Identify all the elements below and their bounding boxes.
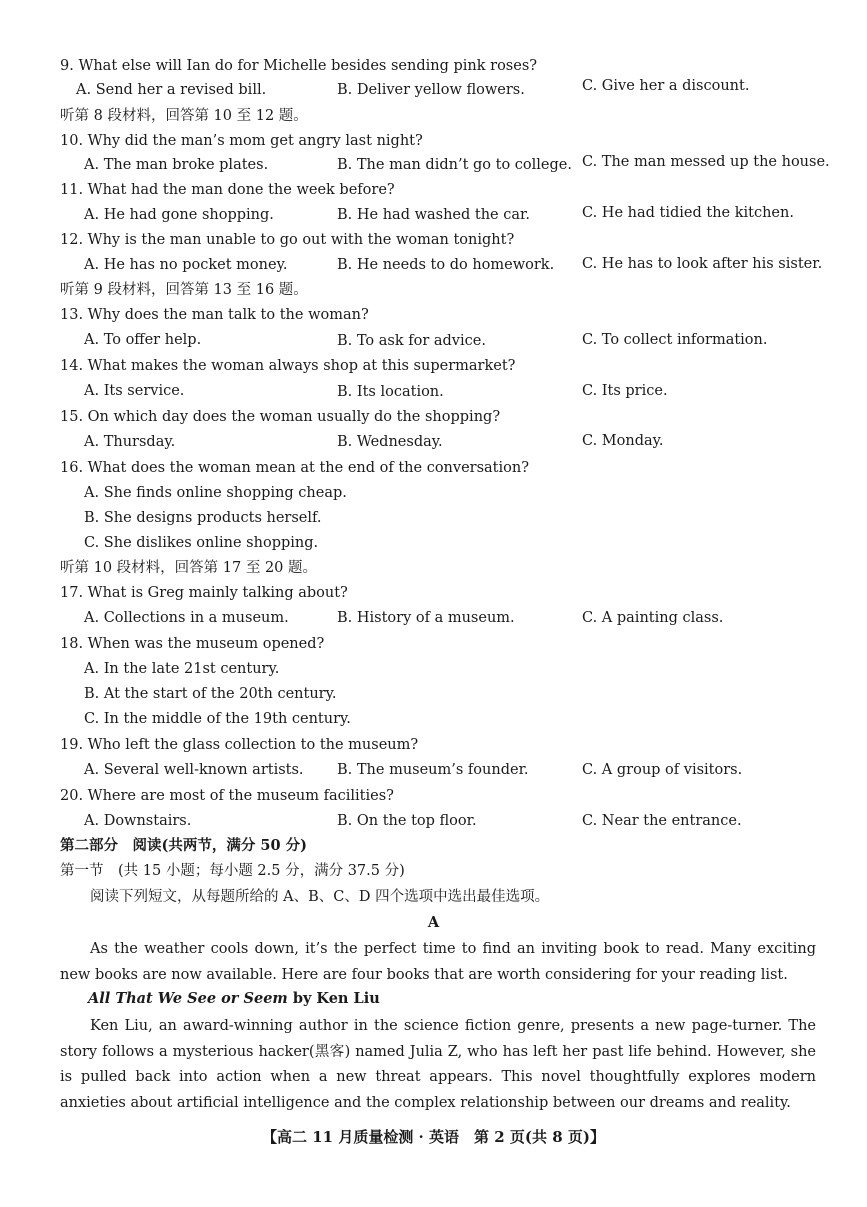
q13-option-a: A. To offer help. <box>84 332 202 348</box>
question-12: 12. Why is the man unable to go out with the woman tonight? <box>60 232 515 248</box>
q9-option-c: C. Give her a discount. <box>582 78 750 94</box>
q16-option-a: A. She finds online shopping cheap. <box>84 485 347 501</box>
q16-option-c: C. She dislikes online shopping. <box>84 535 319 551</box>
q10-option-a: A. The man broke plates. <box>84 157 269 173</box>
q9-option-b: B. Deliver yellow flowers. <box>337 82 525 98</box>
section-10-heading: 听第 10 段材料，回答第 17 至 20 题。 <box>60 560 318 576</box>
q12-option-a: A. He has no pocket money. <box>84 257 288 273</box>
passage-intro <box>60 937 816 988</box>
q17-option-c: C. A painting class. <box>582 610 724 626</box>
q18-option-b: B. At the start of the 20th century. <box>84 686 337 702</box>
q17-option-a: A. Collections in a museum. <box>84 610 289 626</box>
book-1-author: by Ken Liu <box>287 990 380 1007</box>
reading-instructions: 阅读下列短文，从每题所给的 A、B、C、D 四个选项中选出最佳选项。 <box>90 889 550 905</box>
q14-option-a: A. Its service. <box>84 383 185 399</box>
book-1-title: All That We See or Seem <box>88 990 288 1007</box>
question-19: 19. Who left the glass collection to the museum? <box>60 737 419 753</box>
part-2-section-1-heading: 第一节 (共 15 小题；每小题 2.5 分，满分 37.5 分) <box>60 863 405 879</box>
section-9-heading: 听第 9 段材料，回答第 13 至 16 题。 <box>60 282 308 298</box>
q11-option-a: A. He had gone shopping. <box>84 207 274 223</box>
question-10: 10. Why did the man’s mom get angry last night? <box>60 133 423 149</box>
q10-option-c: C. The man messed up the house. <box>582 154 830 170</box>
q14-option-b: B. Its location. <box>337 384 444 400</box>
book-1-description-text: Ken Liu, an award-winning author in the science fiction genre, presents a new page-turner. The story follows a mysterious hacker(黑客) named Julia Z, who has left her past life behind. However, she is pulled back into action when a new threat appears. This novel thoughtfully explores modern anxieties about artificial intelligence and the complex relationship between our dreams and reality. <box>60 1018 816 1111</box>
q12-option-c: C. He has to look after his sister. <box>582 256 823 272</box>
q19-option-b: B. The museum’s founder. <box>337 762 529 778</box>
q15-option-c: C. Monday. <box>582 433 664 449</box>
q12-option-b: B. He needs to do homework. <box>337 257 555 273</box>
passage-letter: A <box>427 914 440 931</box>
q19-option-c: C. A group of visitors. <box>582 762 743 778</box>
q16-option-b: B. She designs products herself. <box>84 510 322 526</box>
part-2-heading: 第二部分 阅读(共两节，满分 50 分) <box>60 837 307 854</box>
page-footer: 【高二 11 月质量检测 · 英语 第 2 页(共 8 页)】 <box>262 1128 605 1146</box>
q15-option-b: B. Wednesday. <box>337 434 443 450</box>
question-11: 11. What had the man done the week before? <box>60 182 395 198</box>
q13-option-b: B. To ask for advice. <box>337 333 486 349</box>
q20-option-b: B. On the top floor. <box>337 813 477 829</box>
q9-option-a: A. Send her a revised bill. <box>76 82 267 98</box>
question-18: 18. When was the museum opened? <box>60 636 325 652</box>
q19-option-a: A. Several well-known artists. <box>84 762 304 778</box>
passage-intro-text: As the weather cools down, it’s the perfect time to find an inviting book to read. Many exciting new books are now available. Here are four books that are worth considering for your reading list. <box>60 941 816 983</box>
q17-option-b: B. History of a museum. <box>337 610 515 626</box>
q10-option-b: B. The man didn’t go to college. <box>337 157 572 173</box>
question-16: 16. What does the woman mean at the end of the conversation? <box>60 460 529 476</box>
question-20: 20. Where are most of the museum facilities? <box>60 788 394 804</box>
section-8-heading: 听第 8 段材料，回答第 10 至 12 题。 <box>60 108 308 124</box>
q13-option-c: C. To collect information. <box>582 332 768 348</box>
book-1-heading <box>88 989 380 1009</box>
question-17: 17. What is Greg mainly talking about? <box>60 585 348 601</box>
q15-option-a: A. Thursday. <box>84 434 176 450</box>
q20-option-c: C. Near the entrance. <box>582 813 742 829</box>
q18-option-a: A. In the late 21st century. <box>84 661 280 677</box>
question-14: 14. What makes the woman always shop at this supermarket? <box>60 358 516 374</box>
q11-option-c: C. He had tidied the kitchen. <box>582 205 794 221</box>
question-15: 15. On which day does the woman usually do the shopping? <box>60 409 501 425</box>
question-13: 13. Why does the man talk to the woman? <box>60 307 369 323</box>
q11-option-b: B. He had washed the car. <box>337 207 530 223</box>
q18-option-c: C. In the middle of the 19th century. <box>84 711 351 727</box>
question-9: 9. What else will Ian do for Michelle besides sending pink roses? <box>60 58 538 74</box>
book-1-description <box>60 1014 816 1116</box>
q14-option-c: C. Its price. <box>582 383 668 399</box>
q20-option-a: A. Downstairs. <box>84 813 192 829</box>
